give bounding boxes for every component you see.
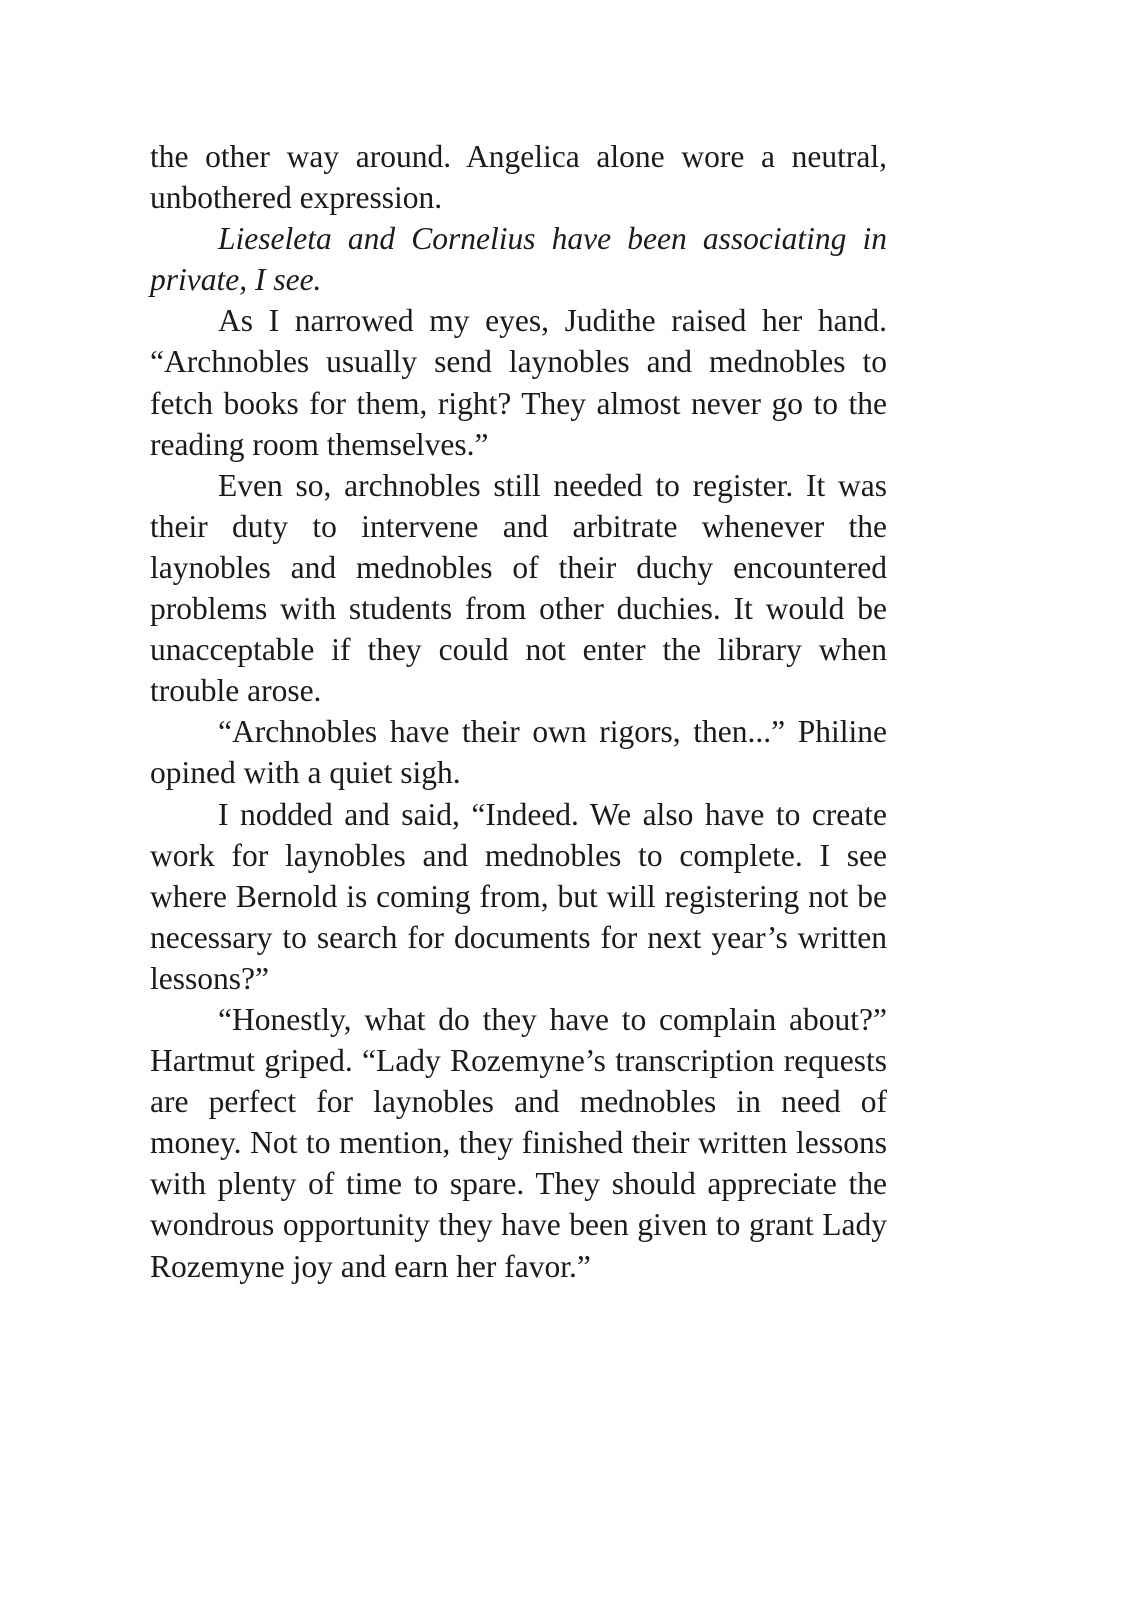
paragraph-continuation: the other way around. Angelica alone wore a neutral, unbothered expression. — [150, 139, 887, 216]
body-text — [150, 136, 887, 1287]
paragraph-rozemyne: I nodded and said, “Indeed. We also have to create work for laynobles and mednobles to complete. I see where Bernold is coming from, but will registering not be necessary to search for documents for next year’s written lessons?” — [150, 796, 887, 996]
paragraph-hartmut: “Honestly, what do they have to complain about?” Hartmut griped. “Lady Rozemyne’s transcription requests are perfect for laynobles and mednobles in need of money. Not to mention, they finished their written lessons with plenty of time to spare. They should appreciate the wondrous opportunity they have been given to grant Lady Rozemyne joy and earn her favor.” — [150, 1001, 887, 1284]
paragraph-archnobles-duty: Even so, archnobles still needed to register. It was their duty to intervene and arbitrate whenever the laynobles and mednobles of their duchy encountered problems with students from other duchies. It would be unacceptable if they could not enter the library when trouble arose. — [150, 467, 887, 709]
paragraph-inner-thought: Lieseleta and Cornelius have been associating in private, I see. — [150, 221, 887, 298]
paragraph-judithe: As I narrowed my eyes, Judithe raised her hand. “Archnobles usually send laynobles and mednobles to fetch books for them, right? They almost never go to the reading room themselves.” — [150, 303, 887, 462]
paragraph-philine: “Archnobles have their own rigors, then...” Philine opined with a quiet sigh. — [150, 714, 887, 791]
